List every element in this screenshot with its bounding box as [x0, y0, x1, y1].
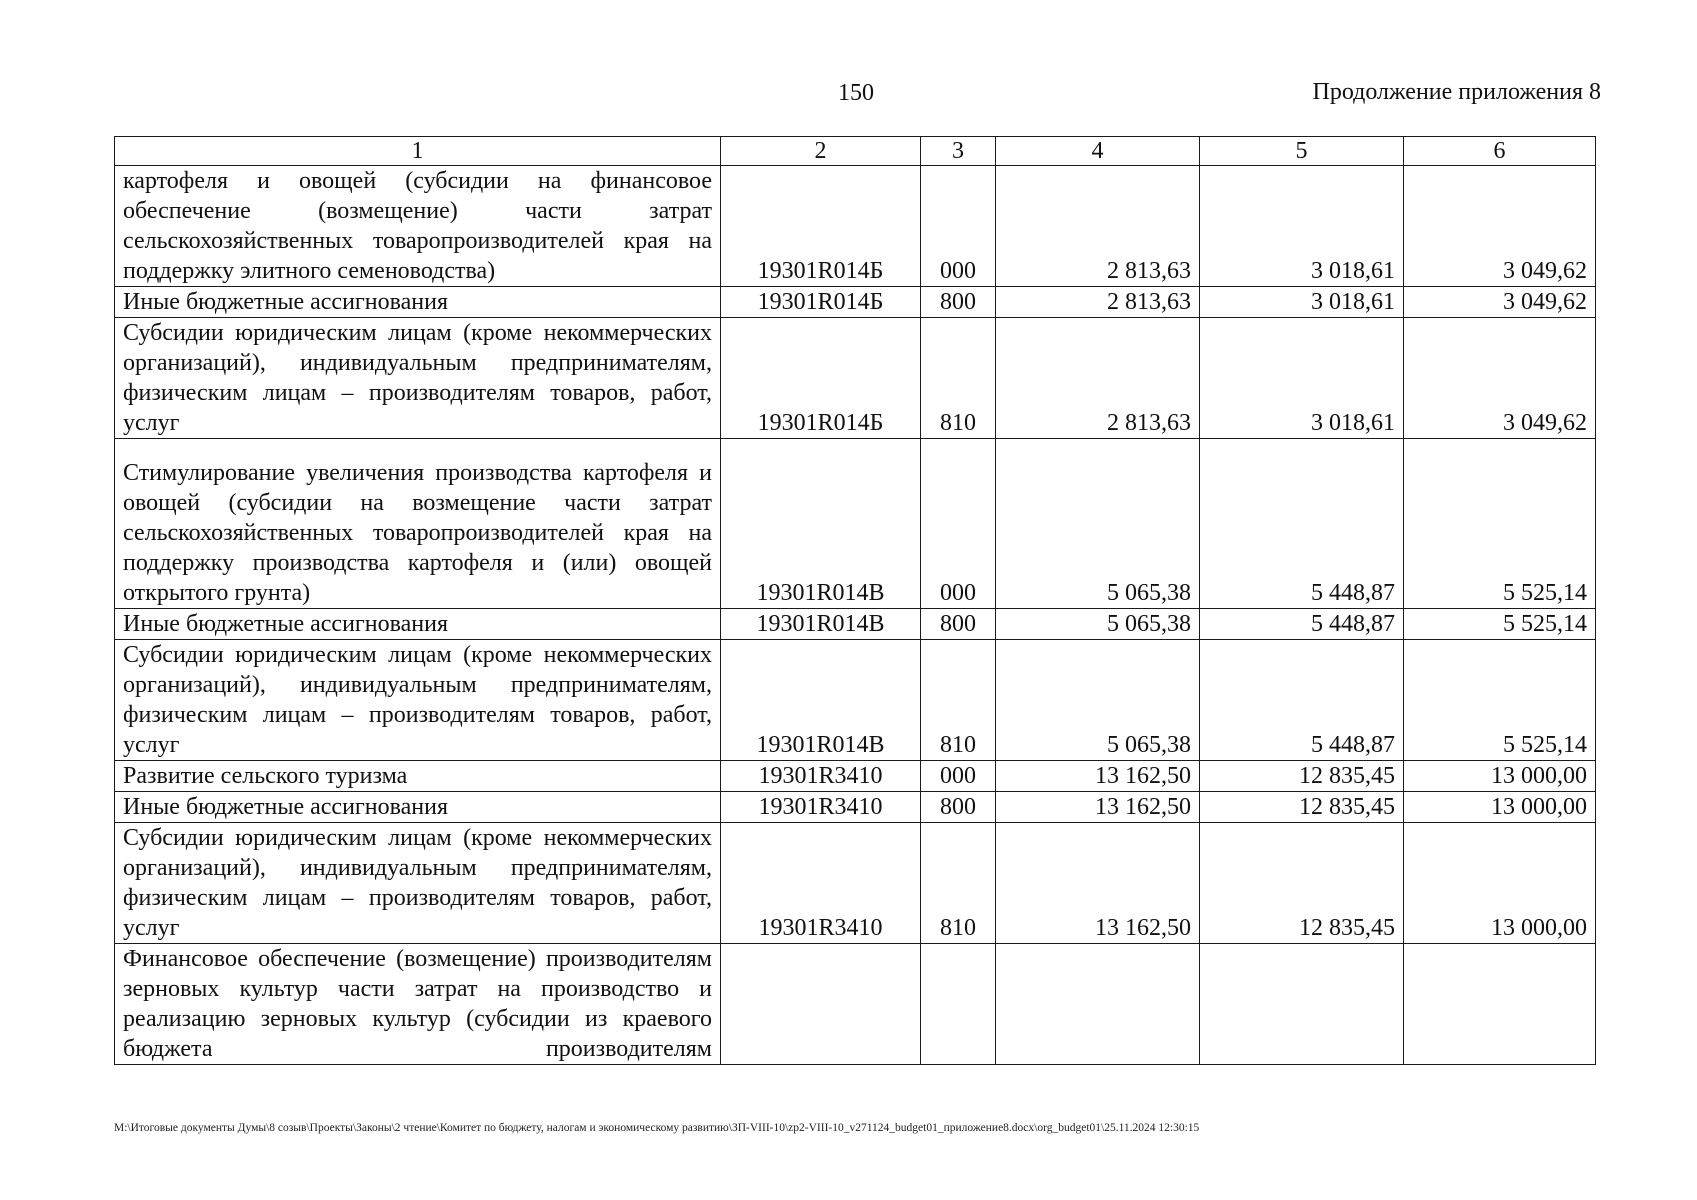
row-expense-type: 000 [921, 166, 996, 287]
page-number: 150 [838, 80, 874, 106]
table-row [115, 761, 1596, 792]
row-amount-col4: 5 065,38 [996, 439, 1200, 609]
table-header-row [115, 137, 1596, 166]
row-target-code: 19301R3410 [721, 792, 921, 823]
row-expense-type: 810 [921, 640, 996, 761]
row-amount-col4: 5 065,38 [996, 609, 1200, 640]
table-row [115, 318, 1596, 439]
row-amount-col5: 5 448,87 [1200, 609, 1404, 640]
row-description: Развитие сельского туризма [115, 761, 721, 792]
row-expense-type: 800 [921, 287, 996, 318]
row-amount-col5: 12 835,45 [1200, 761, 1404, 792]
row-amount-col4: 2 813,63 [996, 318, 1200, 439]
row-expense-type: 000 [921, 439, 996, 609]
row-description: Субсидии юридическим лицам (кроме некоммерческих организаций), индивидуальным предпринимателям, физическим лицам – производителям товаров, работ, услуг [115, 318, 721, 439]
row-target-code: 19301R014Б [721, 166, 921, 287]
row-amount-col4 [996, 944, 1200, 1065]
row-amount-col4: 2 813,63 [996, 166, 1200, 287]
row-amount-col6: 5 525,14 [1404, 609, 1596, 640]
row-amount-col4: 13 162,50 [996, 761, 1200, 792]
row-amount-col5: 3 018,61 [1200, 166, 1404, 287]
row-amount-col6: 3 049,62 [1404, 287, 1596, 318]
row-amount-col4: 13 162,50 [996, 792, 1200, 823]
row-expense-type [921, 944, 996, 1065]
table-row [115, 944, 1596, 1065]
row-target-code: 19301R014Б [721, 287, 921, 318]
column-header-2: 2 [721, 137, 921, 166]
row-expense-type: 810 [921, 823, 996, 944]
table-row [115, 823, 1596, 944]
row-target-code [721, 944, 921, 1065]
column-header-1: 1 [115, 137, 721, 166]
table-row [115, 439, 1596, 609]
row-description: Иные бюджетные ассигнования [115, 609, 721, 640]
row-target-code: 19301R014Б [721, 318, 921, 439]
table-row [115, 640, 1596, 761]
column-header-6: 6 [1404, 137, 1596, 166]
row-description: Субсидии юридическим лицам (кроме некоммерческих организаций), индивидуальным предпринимателям, физическим лицам – производителям товаров, работ, услуг [115, 823, 721, 944]
row-amount-col5: 3 018,61 [1200, 318, 1404, 439]
table-row [115, 609, 1596, 640]
row-expense-type: 800 [921, 792, 996, 823]
row-target-code: 19301R014В [721, 439, 921, 609]
document-path-footer: M:\Итоговые документы Думы\8 созыв\Проекты\Законы\2 чтение\Комитет по бюджету, налогам и экономическому развитию\ЗП-VIII-10\zp2-VIII-10_v271124_budget01_приложение8.docx\org_budget01\25.11.2024 12:30:15 [114, 1122, 1200, 1134]
row-target-code: 19301R3410 [721, 761, 921, 792]
row-description: Субсидии юридическим лицам (кроме некоммерческих организаций), индивидуальным предпринимателям, физическим лицам – производителям товаров, работ, услуг [115, 640, 721, 761]
appendix-continuation-label: Продолжение приложения 8 [1312, 79, 1601, 105]
row-amount-col5: 3 018,61 [1200, 287, 1404, 318]
table-row [115, 287, 1596, 318]
row-amount-col4: 2 813,63 [996, 287, 1200, 318]
row-expense-type: 810 [921, 318, 996, 439]
column-header-4: 4 [996, 137, 1200, 166]
column-header-3: 3 [921, 137, 996, 166]
row-amount-col5: 12 835,45 [1200, 823, 1404, 944]
row-description: Стимулирование увеличения производства картофеля и овощей (субсидии на возмещение части затрат сельскохозяйственных товаропроизводителей края на поддержку производства картофеля и (или) овощей открытого грунта) [115, 439, 721, 609]
row-expense-type: 800 [921, 609, 996, 640]
row-amount-col6: 3 049,62 [1404, 166, 1596, 287]
table-row [115, 166, 1596, 287]
budget-table [114, 136, 1596, 1065]
row-description: Иные бюджетные ассигнования [115, 792, 721, 823]
row-amount-col5 [1200, 944, 1404, 1065]
row-amount-col6: 5 525,14 [1404, 640, 1596, 761]
row-amount-col6: 5 525,14 [1404, 439, 1596, 609]
row-description: Иные бюджетные ассигнования [115, 287, 721, 318]
row-description: картофеля и овощей (субсидии на финансовое обеспечение (возмещение) части затрат сельскохозяйственных товаропроизводителей края на поддержку элитного семеноводства) [115, 166, 721, 287]
row-description: Финансовое обеспечение (возмещение) производителям зерновых культур части затрат на производство и реализацию зерновых культур (субсидии из краевого бюджета производителям [115, 944, 721, 1065]
row-amount-col6: 13 000,00 [1404, 823, 1596, 944]
column-header-5: 5 [1200, 137, 1404, 166]
row-amount-col6: 3 049,62 [1404, 318, 1596, 439]
row-amount-col5: 12 835,45 [1200, 792, 1404, 823]
row-amount-col6: 13 000,00 [1404, 792, 1596, 823]
row-amount-col4: 13 162,50 [996, 823, 1200, 944]
row-target-code: 19301R014В [721, 640, 921, 761]
row-target-code: 19301R3410 [721, 823, 921, 944]
row-amount-col5: 5 448,87 [1200, 439, 1404, 609]
budget-table-body [115, 137, 1596, 1065]
row-amount-col6 [1404, 944, 1596, 1065]
table-row [115, 792, 1596, 823]
row-amount-col6: 13 000,00 [1404, 761, 1596, 792]
row-expense-type: 000 [921, 761, 996, 792]
row-target-code: 19301R014В [721, 609, 921, 640]
row-amount-col4: 5 065,38 [996, 640, 1200, 761]
row-amount-col5: 5 448,87 [1200, 640, 1404, 761]
